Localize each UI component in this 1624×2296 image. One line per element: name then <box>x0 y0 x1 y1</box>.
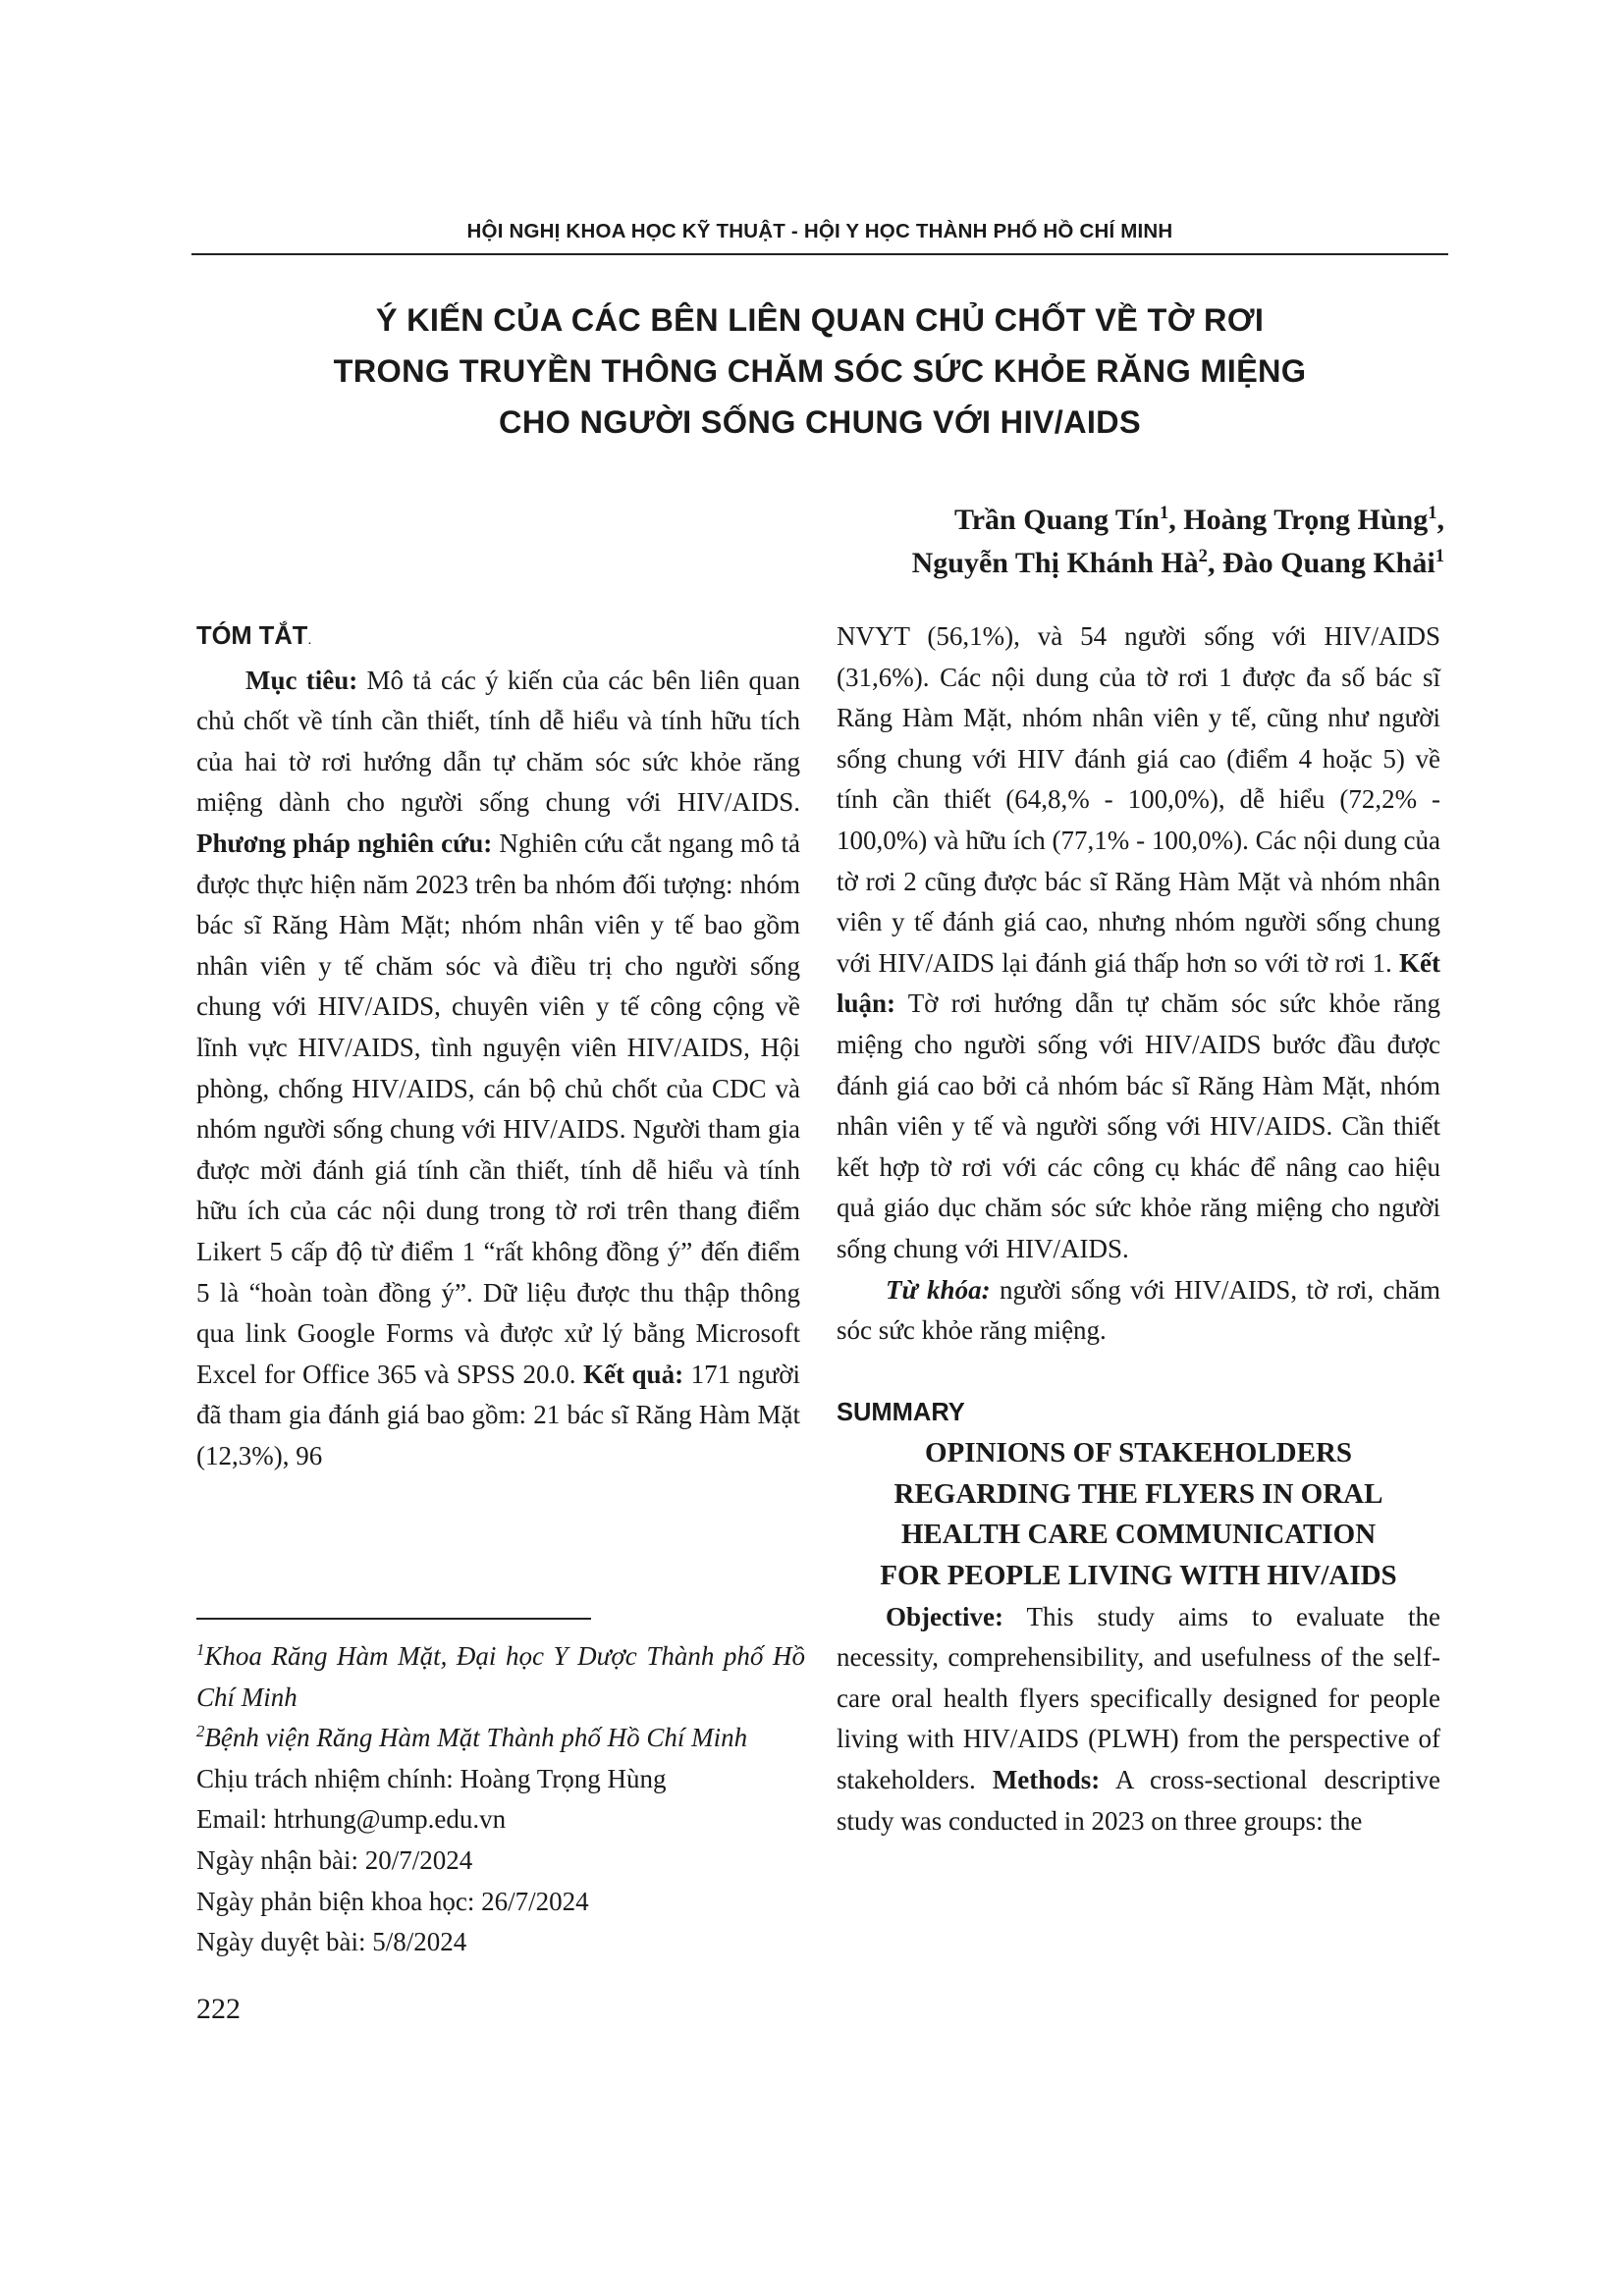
affiliation-2-text: Bệnh viện Răng Hàm Mặt Thành phố Hồ Chí Minh <box>204 1723 748 1753</box>
author-affiliation: 2 <box>1198 545 1208 566</box>
author-affiliation: 1 <box>1159 502 1169 523</box>
results-text-start: 171 người đã tham gia đánh giá bao gồm: 21 bác sĩ Răng Hàm Mặt (12,3%), 96 <box>196 1359 801 1470</box>
en-objective-label: Objective: <box>886 1601 1003 1631</box>
english-title-line-4: FOR PEOPLE LIVING WITH HIV/AIDS <box>880 1560 1397 1592</box>
conclusion-label: Kết luận: <box>837 947 1440 1019</box>
title-line-1: Ý KIẾN CỦA CÁC BÊN LIÊN QUAN CHỦ CHỐT VỀ TỜ RƠI <box>375 302 1265 338</box>
article-title <box>191 294 1448 448</box>
english-title-line-2: REGARDING THE FLYERS IN ORAL <box>893 1477 1383 1510</box>
en-methods-label: Methods: <box>992 1765 1101 1795</box>
affiliation-1 <box>196 1636 805 1718</box>
en-objective-text: This study aims to evaluate the necessity, comprehensibility, and usefulness of the self-care oral health flyers specifically designed for people living with HIV/AIDS (PLWH) from the perspective of stakeholders. <box>837 1601 1440 1795</box>
author-name: Trần Quang Tín <box>953 504 1160 536</box>
affiliation-1-text: Khoa Răng Hàm Mặt, Đại học Y Dược Thành phố Hồ Chí Minh <box>196 1641 805 1712</box>
affiliation-2 <box>196 1718 805 1759</box>
accepted-date: Ngày duyệt bài: 5/8/2024 <box>196 1927 467 1957</box>
received-date: Ngày nhận bài: 20/7/2024 <box>196 1844 473 1875</box>
author-affiliation: 1 <box>1428 502 1437 523</box>
results-text-cont: NVYT (56,1%), và 54 người sống với HIV/AIDS (31,6%). Các nội dung của tờ rơi 1 được đa số bác sĩ Răng Hàm Mặt, nhóm nhân viên y tế, cũng như người sống chung với HIV đánh giá cao (điểm 4 hoặc 5) về tính cần thiết (64,8,% - 100,0%), dễ hiểu (72,2% - 100,0%) và hữu ích (77,1% - 100,0%). Các nội dung của tờ rơi 2 cũng được bác sĩ Răng Hàm Mặt và nhóm nhân viên y tế đánh giá cao, nhưng nhóm người sống chung với HIV/AIDS lại đánh giá thấp hơn so với tờ rơi 1. <box>837 621 1440 978</box>
author-name: Hoàng Trọng Hùng <box>1183 504 1429 536</box>
affiliation-1-number: 1 <box>196 1639 205 1659</box>
abstract-paragraph <box>196 661 800 1477</box>
email: Email: htrhung@ump.edu.vn <box>196 1804 507 1835</box>
objective-label: Mục tiêu: <box>245 665 358 695</box>
objective-text: Mô tả các ý kiến của các bên liên quan chủ chốt về tính cần thiết, tính dễ hiểu và tính hữu tích của hai tờ rơi hướng dẫn tự chăm sóc sức khỏe răng miệng dành cho người sống chung với HIV/AIDS. <box>196 665 800 818</box>
running-header: HỘI NGHỊ KHOA HỌC KỸ THUẬT - HỘI Y HỌC THÀNH PHỐ HỒ CHÍ MINH <box>466 220 1173 242</box>
review-date: Ngày phản biện khoa học: 26/7/2024 <box>196 1886 589 1916</box>
author-name: Nguyễn Thị Khánh Hà <box>911 547 1199 579</box>
left-column <box>196 616 800 1476</box>
author-line-2: Nguyễn Thị Khánh $Hà^2$, Đào Quang Khải$^1$ <box>911 545 1444 579</box>
footnotes <box>196 1636 805 1963</box>
english-title <box>837 1433 1440 1596</box>
methods-label: Phương pháp nghiên cứu: <box>196 828 493 858</box>
affiliation-2-number: 2 <box>196 1722 205 1741</box>
footnote-rule <box>196 1618 591 1620</box>
right-column <box>837 616 1440 1842</box>
page-number: 222 <box>196 1993 241 2025</box>
summary-heading: SUMMARY <box>837 1398 965 1426</box>
keywords-text: người sống với HIV/AIDS, tờ rơi, chăm sóc sức khỏe răng miệng. <box>837 1274 1441 1346</box>
results-label: Kết quả: <box>583 1359 684 1389</box>
abstract-heading-dot: . <box>307 631 312 648</box>
english-title-line-1: OPINIONS OF STAKEHOLDERS <box>924 1437 1353 1469</box>
corresponding-author: Chịu trách nhiệm chính: Hoàng Trọng Hùng <box>196 1763 667 1793</box>
summary-paragraph <box>837 1597 1440 1842</box>
abstract-heading-text: TÓM TẮT <box>196 622 308 650</box>
header-rule <box>191 253 1448 255</box>
en-methods-text: A cross-sectional descriptive study was conducted in 2023 on three groups: the <box>837 1765 1441 1836</box>
keywords <box>837 1270 1440 1352</box>
author-name: Đào Quang Khải <box>1221 547 1435 579</box>
keywords-label: Từ khóa: <box>886 1274 991 1305</box>
title-line-3: CHO NGƯỜI SỐNG CHUNG VỚI HIV/AIDS <box>499 404 1141 440</box>
author-line-1: Trần Quang Tín$^1$, Hoàng Trọng Hùng$^1$, <box>953 502 1444 536</box>
conclusion-text: Tờ rơi hướng dẫn tự chăm sóc sức khỏe răng miệng cho người sống với HIV/AIDS bước đầu được đánh giá cao bởi cả nhóm bác sĩ Răng Hàm Mặt, nhóm nhân viên y tế và người sống với HIV/AIDS. Cần thiết kết hợp tờ rơi với các công cụ khác để nâng cao hiệu quả giáo dục chăm sóc sức khỏe răng miệng cho người sống chung với HIV/AIDS. <box>837 988 1440 1263</box>
abstract-heading <box>196 616 800 661</box>
title-line-2: TRONG TRUYỀN THÔNG CHĂM SÓC SỨC KHỎE RĂNG MIỆNG <box>333 353 1307 389</box>
english-title-line-3: HEALTH CARE COMMUNICATION <box>900 1519 1377 1551</box>
abstract-continuation <box>837 616 1440 1270</box>
author-list <box>561 499 1444 585</box>
methods-text: Nghiên cứu cắt ngang mô tả được thực hiện năm 2023 trên ba nhóm đối tượng: nhóm bác sĩ Răng Hàm Mặt; nhóm nhân viên y tế bao gồm nhân viên y tế chăm sóc và điều trị cho người sống chung với HIV/AIDS, chuyên viên y tế công cộng về lĩnh vực HIV/AIDS, tình nguyện viên HIV/AIDS, Hội phòng, chống HIV/AIDS, cán bộ chủ chốt của CDC và nhóm người sống chung với HIV/AIDS. Người tham gia được mời đánh giá tính cần thiết, tính dễ hiểu và tính hữu ích của các nội dung trong tờ rơi trên thang điểm Likert 5 cấp độ từ điểm 1 “rất không đồng ý” đến điểm 5 là “hoàn toàn đồng ý”. Dữ liệu được thu thập thông qua link Google Forms và được xử lý bằng Microsoft Excel for Office 365 và SPSS 20.0. <box>196 828 800 1389</box>
author-affiliation: 1 <box>1435 545 1444 566</box>
